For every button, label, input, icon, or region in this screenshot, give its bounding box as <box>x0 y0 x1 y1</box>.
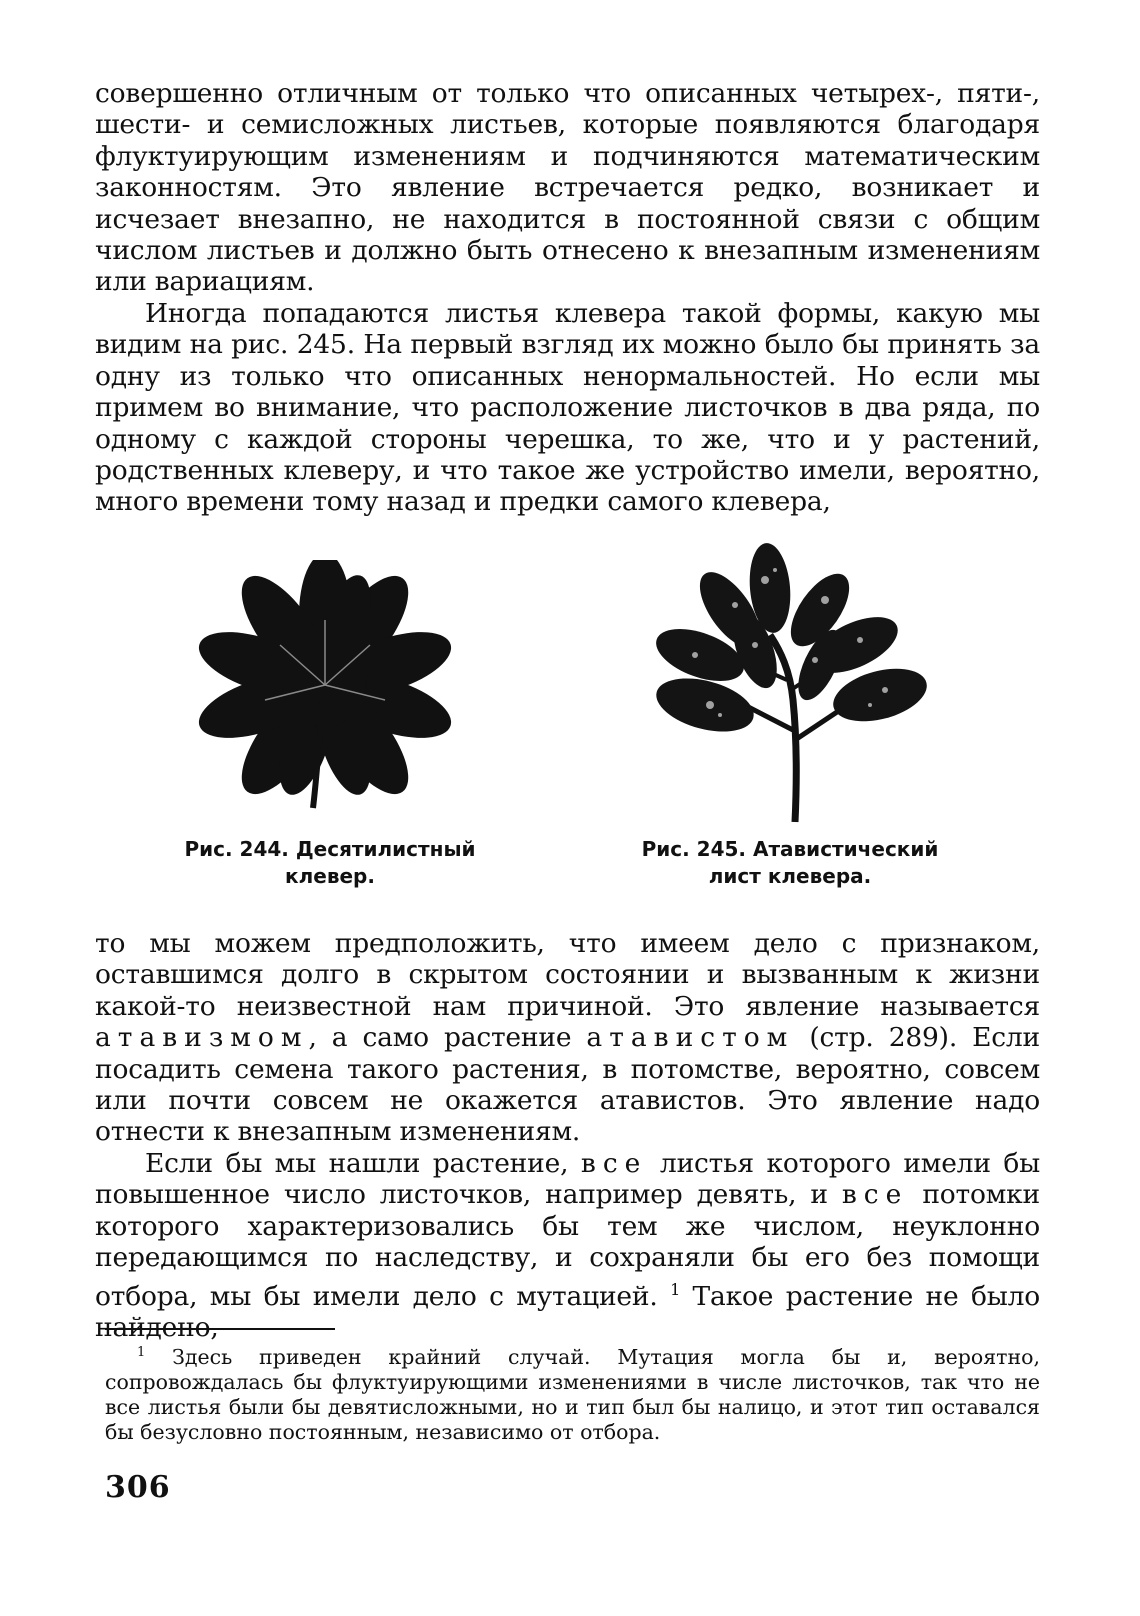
text-run: (стр. 289). Если посадить семена такого растения, в потомстве, вероятно, совсем или почти совсем не окажется атавистов. Это явление надо отнести к внезапным изменениям. <box>95 1022 1041 1148</box>
caption-line: клевер. <box>285 864 375 888</box>
paragraph-3 <box>95 928 1040 1148</box>
text-run: , а само растение <box>308 1022 587 1054</box>
footnote-marker: 1 <box>137 1345 146 1360</box>
text-run: то мы можем предположить, что имеем дело с признаком, оставшимся долго в скрытом состоянии и вызванным к жизни какой-то неизвестной нам причиной. Это явление называется <box>95 928 1040 1022</box>
text-run: потомки которого характеризовались бы тем же числом, неуклонно передающимся по наследству, и сохраняли бы его без помощи отбора, мы бы имели дело с мутацией. <box>95 1179 1040 1312</box>
page-number: 306 <box>105 1470 171 1505</box>
figure-245-caption <box>610 836 970 890</box>
paragraph-2: Иногда попадаются листья клевера такой формы, какую мы видим на рис. 245. На первый взгляд их можно было бы принять за одну из только что описанных ненормальностей. Но если мы примем во внимание, что расположение листочков в два ряда, по одному с каждой стороны черешка, то же, что и у растений, родственных клеверу, и что такое же устройство имели, вероятно, много времени тому назад и предки самого клевера, <box>95 298 1040 518</box>
spaced-term: все <box>580 1148 648 1179</box>
paragraph-4 <box>95 1148 1040 1343</box>
ten-leaf-clover-illustration <box>185 560 475 815</box>
caption-line: Рис. 244. Десятилистный <box>184 837 476 861</box>
spaced-term: атавизмом <box>95 1022 309 1054</box>
footnote-reference: 1 <box>670 1279 681 1299</box>
footnote-text: Здесь приведен крайний случай. Мутация могла бы и, вероятно, сопровождалась бы флуктуирующими изменениями в числе листочков, так что не все листья были бы девятисложными, но и тип был бы налицо, и этот тип оставался бы безусловно постоянным, независимо от отбора. <box>105 1344 1040 1444</box>
caption-line: лист клевера. <box>708 864 872 888</box>
footnote <box>105 1340 1040 1445</box>
spaced-term: атавистом <box>586 1022 795 1054</box>
figure-245 <box>645 540 935 825</box>
footnote-divider <box>105 1328 335 1330</box>
text-run: Если бы мы нашли растение, <box>145 1148 581 1179</box>
text-run: листья которого имели бы повышенное число листочков, например девять, и <box>95 1148 1041 1211</box>
atavistic-clover-leaf-illustration <box>645 540 935 825</box>
spaced-term: все <box>841 1179 909 1211</box>
figure-244 <box>185 560 475 815</box>
paragraph-1: совершенно отличным от только что описанных четырех-, пяти-, шести- и семисложных листьев, которые появляются благодаря флуктуирующим изменениям и подчиняются математическим законностям. Это явление встречается редко, возникает и исчезает внезапно, не находится в постоянной связи с общим числом листьев и должно быть отнесено к внезапным изменениям или вариациям. <box>95 78 1040 298</box>
text-run: Такое растение не было найдено, <box>95 1280 1041 1343</box>
caption-line: Рис. 245. Атавистический <box>641 837 939 861</box>
figure-244-caption <box>150 836 510 890</box>
